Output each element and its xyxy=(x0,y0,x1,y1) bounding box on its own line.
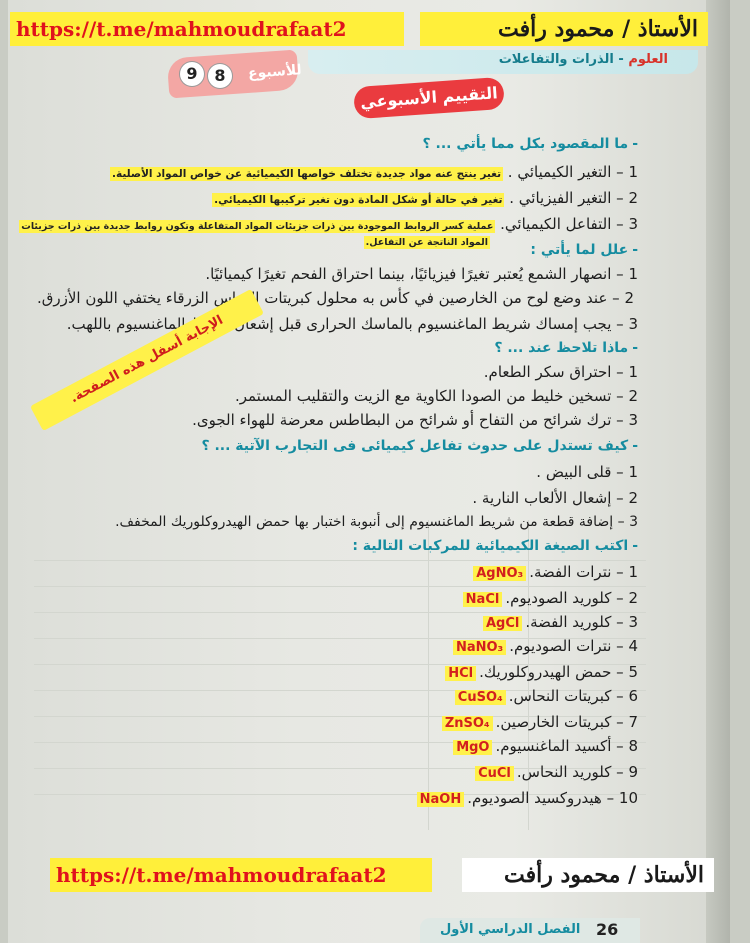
list-item: 2 – إشعال الألعاب النارية . xyxy=(472,489,638,507)
list-item: 2 – التغير الفيزيائي . تغير في حالة أو شكل المادة دون تغير تركيبها الكيميائي. xyxy=(214,189,638,207)
formula-item: 7 – كبريتات الخارصين.ZnSO₄ xyxy=(442,712,638,734)
week-number-badge: 9 xyxy=(180,62,204,86)
list-item: 3 – التفاعل الكيميائي. عملية كسر الروابط الموجودة بين ذرات جزيئات المواد المتفاعلة وتكون روابط جديدة بين ذرات جزيئات xyxy=(21,215,638,233)
book-spine xyxy=(706,0,730,943)
list-item: 1 – احتراق سكر الطعام. xyxy=(483,363,638,381)
formula-item: 3 – كلوريد الفضة.AgCl xyxy=(483,612,638,634)
answer-highlight: عملية كسر الروابط الموجودة بين ذرات جزيئات المواد المتفاعلة وتكون روابط جديدة بين ذرات جزيئات xyxy=(21,221,494,232)
formula-answer: AgCl xyxy=(483,616,522,631)
answer-note: الإجابة أسفل هذه الصفحة. xyxy=(30,289,264,431)
telegram-link-bottom[interactable]: https://t.me/mahmoudrafaat2 xyxy=(50,858,432,892)
section-heading: -اكتب الصيغة الكيميائية للمركبات التالية : xyxy=(352,538,638,554)
section-heading: -كيف تستدل على حدوث تفاعل كيميائى فى التجارب الآتية ... ؟ xyxy=(201,438,638,454)
list-item: 3 – إضافة قطعة من شريط الماغنسيوم إلى أنبوبة اختبار بها حمض الهيدروكلوريك المخفف. xyxy=(115,514,638,530)
formula-answer: MgO xyxy=(453,740,492,755)
formula-answer: ZnSO₄ xyxy=(442,716,493,731)
week-number-badge: 8 xyxy=(208,64,232,88)
list-item: 1 – انصهار الشمع يُعتبر تغيرًا فيزيائيًا، بينما احتراق الفحم تغيرًا كيميائيًا. xyxy=(205,265,638,283)
list-item: 2 – تسخين خليط من الصودا الكاوية مع الزيت والتقليب المستمر. xyxy=(234,387,638,405)
list-item: 1 – قلى البيض . xyxy=(536,463,638,481)
list-item: 2 – عند وضع لوح من الخارصين في كأس به محلول كبريتات النحاس الزرقاء يختفي اللون الأزرق. xyxy=(36,289,634,307)
formula-item: 1 – نترات الفضة.AgNO₃ xyxy=(473,562,638,584)
list-item: 1 – التغير الكيميائي . تغير ينتج عنه مواد جديدة تختلف خواصها الكيميائية عن خواص المواد الأصلية. xyxy=(112,163,638,181)
page-number: 26 xyxy=(596,920,619,939)
week-label: للأسبوع xyxy=(247,62,303,82)
list-item: 3 – ترك شرائح من التفاح أو شرائح من البطاطس معرضة للهواء الجوى. xyxy=(192,411,638,429)
formula-item: 2 – كلوريد الصوديوم.NaCl xyxy=(463,588,638,610)
term-label: الفصل الدراسي الأول xyxy=(440,922,581,937)
formula-item: 6 – كبريتات النحاس.CuSO₄ xyxy=(455,686,638,708)
formula-item: 4 – نترات الصوديوم.NaNO₃ xyxy=(453,636,638,658)
formula-item: 8 – أكسيد الماغنسيوم.MgO xyxy=(453,736,638,758)
answer-highlight: تغير ينتج عنه مواد جديدة تختلف خواصها الكيميائية عن خواص المواد الأصلية. xyxy=(112,168,502,180)
teacher-name-bottom: الأستاذ / محمود رأفت xyxy=(462,858,714,892)
unit-name: - الذرات والتفاعلات xyxy=(498,52,624,67)
section-heading: -علل لما يأتي : xyxy=(530,242,638,258)
formula-answer: AgNO₃ xyxy=(473,566,526,581)
page-title: التقييم الأسبوعي xyxy=(353,77,505,119)
answer-highlight: المواد الناتجة عن التفاعل. xyxy=(365,237,488,248)
formula-item: 5 – حمض الهيدروكلوريك.HCl xyxy=(445,662,638,684)
teacher-name-top: الأستاذ / محمود رأفت xyxy=(420,12,708,46)
list-item-continuation xyxy=(364,230,490,253)
formula-item: 10 – هيدروكسيد الصوديوم.NaOH xyxy=(417,788,638,810)
formula-answer: HCl xyxy=(445,666,476,681)
formula-answer: NaOH xyxy=(417,792,465,807)
formula-item: 9 – كلوريد النحاس.CuCl xyxy=(475,762,638,784)
formula-answer: NaCl xyxy=(463,592,503,607)
formula-answer: NaNO₃ xyxy=(453,640,506,655)
section-heading: -ماذا تلاحظ عند ... ؟ xyxy=(494,340,638,356)
telegram-link-top[interactable]: https://t.me/mahmoudrafaat2 xyxy=(10,12,404,46)
formula-answer: CuCl xyxy=(475,766,514,781)
answer-highlight: تغير في حالة أو شكل المادة دون تغير تركيبها الكيميائي. xyxy=(214,194,503,206)
section-heading: -ما المقصود بكل مما يأتي ... ؟ xyxy=(422,136,638,152)
subject-name: العلوم xyxy=(628,52,668,67)
formula-answer: CuSO₄ xyxy=(455,690,506,705)
list-item: 3 – يجب إمساك شريط الماغنسيوم بالماسك الحرارى قبل إشعال شريط الماغنسيوم باللهب. xyxy=(66,315,638,333)
